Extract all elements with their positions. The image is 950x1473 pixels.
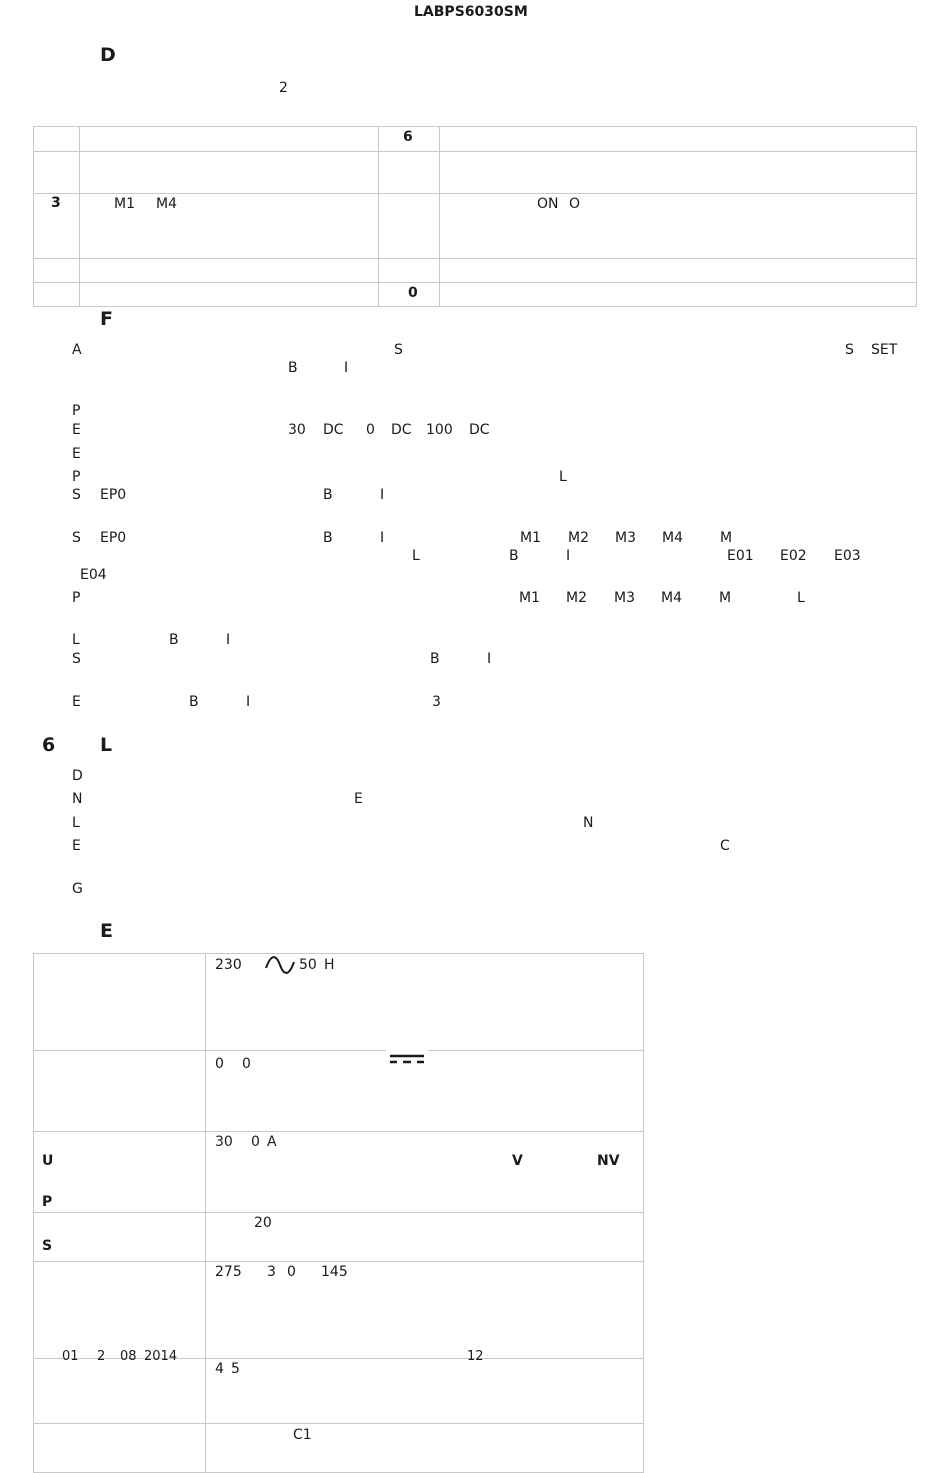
text-fragment: L xyxy=(72,815,80,831)
table-row xyxy=(34,283,917,307)
text-fragment: E xyxy=(354,791,363,807)
footer-date-part: 2014 xyxy=(144,1349,178,1364)
section-d-heading: D xyxy=(100,44,116,66)
text-fragment: E04 xyxy=(80,567,107,583)
footer-date-part: 01 xyxy=(62,1349,79,1364)
text-fragment: M4 xyxy=(662,530,683,546)
table-row xyxy=(34,954,644,1051)
text-fragment: DC xyxy=(469,422,490,438)
page-number: 12 xyxy=(467,1349,484,1364)
table-cell: 3 xyxy=(267,1264,276,1280)
text-fragment: E02 xyxy=(780,548,807,564)
text-fragment: I xyxy=(566,548,571,564)
text-fragment: B xyxy=(189,694,199,710)
text-fragment: EP0 xyxy=(100,487,127,503)
table-cell: ON xyxy=(537,196,559,212)
table-row xyxy=(34,152,917,194)
label-v: V xyxy=(512,1153,523,1169)
text-fragment: 30 xyxy=(288,422,306,438)
text-fragment: M4 xyxy=(661,590,682,606)
section-d-table xyxy=(33,126,917,307)
text-fragment: E xyxy=(72,838,81,854)
text-fragment: I xyxy=(487,651,492,667)
text-fragment: E01 xyxy=(727,548,754,564)
text-fragment: EP0 xyxy=(100,530,127,546)
text-fragment: 100 xyxy=(426,422,453,438)
text-fragment: D xyxy=(72,768,83,784)
text-fragment: B xyxy=(323,487,333,503)
text-fragment: P xyxy=(72,590,81,606)
text-fragment: S xyxy=(394,342,403,358)
label-nv: NV xyxy=(597,1153,620,1169)
text-fragment: P xyxy=(72,469,81,485)
label-p: P xyxy=(42,1194,53,1210)
text-fragment: E xyxy=(72,422,81,438)
text-fragment: M1 xyxy=(519,590,540,606)
table-cell: 3 xyxy=(51,195,61,211)
table-cell: 0 xyxy=(408,285,418,301)
table-row xyxy=(34,194,917,259)
section-6-number: 6 xyxy=(42,734,56,756)
footer-date-part: 08 xyxy=(120,1349,137,1364)
text-fragment: SET xyxy=(871,342,898,358)
specs-table xyxy=(33,953,644,1473)
text-fragment: L xyxy=(797,590,805,606)
text-fragment: M2 xyxy=(568,530,589,546)
table-cell: M4 xyxy=(156,196,177,212)
text-fragment: I xyxy=(344,360,349,376)
table-row xyxy=(34,1051,644,1132)
text-fragment: L xyxy=(72,632,80,648)
text-fragment: B xyxy=(430,651,440,667)
table-cell: 275 xyxy=(215,1264,242,1280)
table-row xyxy=(34,1359,644,1424)
text-fragment: S xyxy=(72,487,81,503)
table-cell: 145 xyxy=(321,1264,348,1280)
text-fragment: B xyxy=(169,632,179,648)
table-row xyxy=(34,1132,644,1213)
footer-date-part: 2 xyxy=(97,1349,106,1364)
text-fragment: 3 xyxy=(432,694,441,710)
table-row xyxy=(34,259,917,283)
table-cell: 230 xyxy=(215,957,242,973)
text-fragment: B xyxy=(323,530,333,546)
table-cell: H xyxy=(324,957,335,973)
table-cell: M1 xyxy=(114,196,135,212)
text-fragment: B xyxy=(288,360,298,376)
table-cell: 0 xyxy=(215,1056,224,1072)
text-fragment: G xyxy=(72,881,83,897)
text-fragment: N xyxy=(583,815,594,831)
text-fragment: M3 xyxy=(614,590,635,606)
table-cell: 30 xyxy=(215,1134,233,1150)
text-fragment: M xyxy=(720,530,733,546)
text-fragment: A xyxy=(72,342,82,358)
text-fragment: B xyxy=(509,548,519,564)
text-fragment: E03 xyxy=(834,548,861,564)
text-fragment: S xyxy=(72,530,81,546)
section-6-heading: L xyxy=(100,734,113,756)
text-fragment: M xyxy=(719,590,732,606)
text-fragment: E xyxy=(72,446,81,462)
table-cell: 0 xyxy=(251,1134,260,1150)
text-fragment: I xyxy=(246,694,251,710)
text-fragment: I xyxy=(380,487,385,503)
table-cell: 50 xyxy=(299,957,317,973)
table-cell: A xyxy=(267,1134,277,1150)
text-fragment: I xyxy=(226,632,231,648)
text-fragment: DC xyxy=(323,422,344,438)
text-fragment: C xyxy=(720,838,730,854)
table-cell: 4 xyxy=(215,1361,224,1377)
section-e-heading: E xyxy=(100,920,113,942)
table-cell: 6 xyxy=(403,129,413,145)
table-row xyxy=(34,1213,644,1262)
ac-wave-icon xyxy=(264,956,296,974)
text-fragment: 0 xyxy=(366,422,375,438)
document-title: LABPS6030SM xyxy=(414,4,528,20)
table-cell: 0 xyxy=(287,1264,296,1280)
text-fragment: P xyxy=(72,403,81,419)
text-fragment: DC xyxy=(391,422,412,438)
text-fragment: E xyxy=(72,694,81,710)
table-row xyxy=(34,127,917,152)
text-fragment: S xyxy=(72,651,81,667)
text-fragment: L xyxy=(559,469,567,485)
text-fragment: M3 xyxy=(615,530,636,546)
dc-symbol-icon xyxy=(386,1050,428,1074)
text-fragment: I xyxy=(380,530,385,546)
table-cell: 20 xyxy=(254,1215,272,1231)
section-f-heading: F xyxy=(100,308,113,330)
text-fragment: M2 xyxy=(566,590,587,606)
text-fragment: M1 xyxy=(520,530,541,546)
table-cell: C1 xyxy=(293,1427,312,1443)
label-u: U xyxy=(42,1153,54,1169)
table-cell: 5 xyxy=(231,1361,240,1377)
section-d-subtext: 2 xyxy=(279,80,288,96)
table-row xyxy=(34,1424,644,1473)
text-fragment: L xyxy=(412,548,420,564)
table-cell: O xyxy=(569,196,581,212)
text-fragment: N xyxy=(72,791,83,807)
table-row xyxy=(34,1262,644,1359)
label-s: S xyxy=(42,1238,53,1254)
table-cell: 0 xyxy=(242,1056,251,1072)
text-fragment: S xyxy=(845,342,854,358)
